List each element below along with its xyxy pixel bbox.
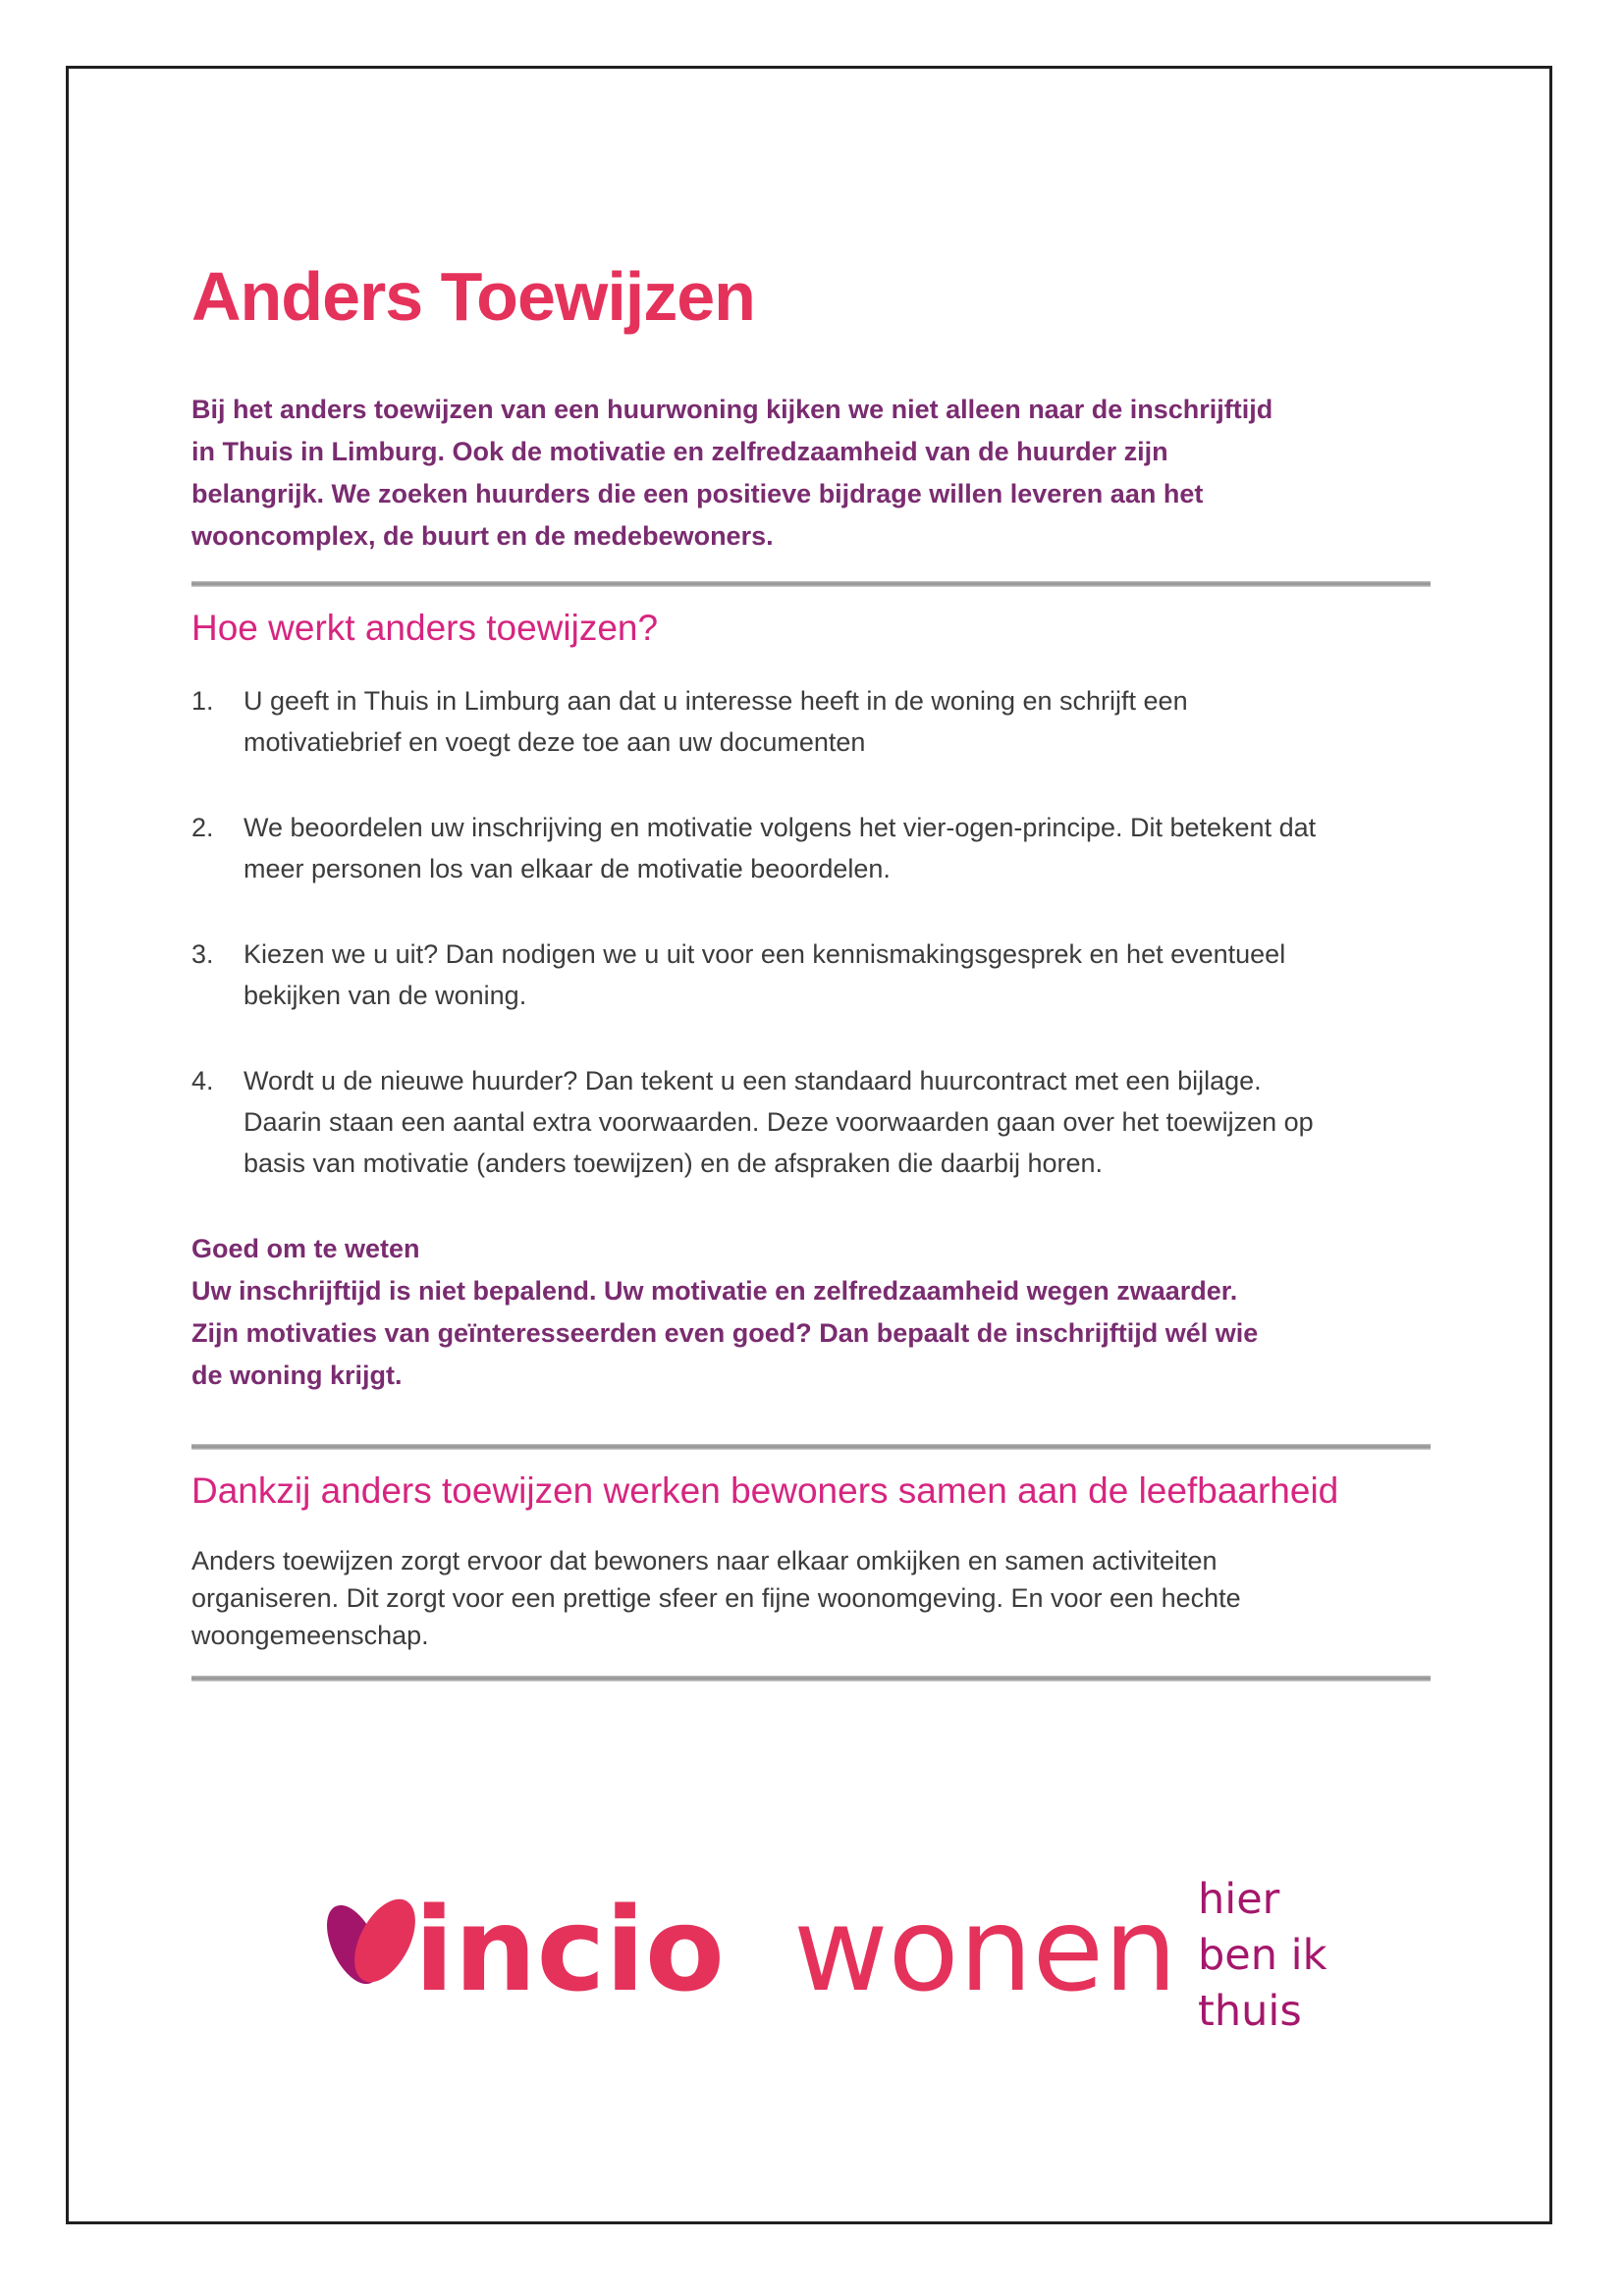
leefbaarheid-line: organiseren. Dit zorgt voor een prettige sfeer en fijne woonomgeving. En voor een hechte (191, 1583, 1241, 1614)
step-line: Daarin staan een aantal extra voorwaarden. Deze voorwaarden gaan over het toewijzen op (244, 1106, 1314, 1137)
section-divider (191, 1676, 1431, 1682)
step-item-1 (191, 680, 1431, 763)
step-number: 1. (191, 685, 214, 716)
step-number: 2. (191, 812, 214, 842)
footer-logo (191, 1870, 1431, 2040)
intro-line: wooncomplex, de buurt en de medebewoners. (191, 521, 774, 551)
leefbaarheid-paragraph (191, 1542, 1431, 1654)
intro-line: Bij het anders toewijzen van een huurwoning kijken we niet alleen naar de inschrijftijd (191, 395, 1273, 424)
steps-list (191, 680, 1431, 1184)
step-text (244, 807, 1431, 889)
step-line: bekijken van de woning. (244, 980, 527, 1010)
step-item-3 (191, 934, 1431, 1016)
step-text (244, 1060, 1431, 1184)
step-line: basis van motivatie (anders toewijzen) en de afspraken die daarbij horen. (244, 1148, 1103, 1178)
intro-line: in Thuis in Limburg. Ook de motivatie en zelfredzaamheid van de huurder zijn (191, 437, 1168, 466)
brand-text-wonen: wonen (793, 1882, 1177, 2018)
step-number: 4. (191, 1065, 214, 1095)
good-to-know-block (191, 1228, 1431, 1397)
step-number: 3. (191, 938, 214, 969)
vincio-heart-logo-mark (324, 1890, 428, 1993)
tagline-line: ben ik (1198, 1931, 1327, 1981)
section-divider (191, 1444, 1431, 1450)
brand-text-incio: incio (414, 1882, 725, 2018)
section-heading-how: Hoe werkt anders toewijzen? (191, 608, 659, 648)
step-line: Wordt u de nieuwe huurder? Dan tekent u een standaard huurcontract met een bijlage. (244, 1065, 1262, 1095)
leefbaarheid-line: Anders toewijzen zorgt ervoor dat bewoners naar elkaar omkijken en samen activiteiten (191, 1546, 1218, 1576)
step-text (244, 680, 1431, 763)
step-text (244, 934, 1431, 1016)
tagline-line: hier (1198, 1875, 1280, 1925)
good-to-know-heading: Goed om te weten (191, 1233, 420, 1263)
good-to-know-line: Uw inschrijftijd is niet bepalend. Uw motivatie en zelfredzaamheid wegen zwaarder. (191, 1275, 1238, 1306)
good-to-know-line: Zijn motivaties van geïnteresseerden even goed? Dan bepaalt de inschrijftijd wél wie (191, 1317, 1259, 1348)
section-heading-leefbaarheid: Dankzij anders toewijzen werken bewoners samen aan de leefbaarheid (191, 1469, 1339, 1511)
good-to-know-line: de woning krijgt. (191, 1360, 403, 1390)
step-line: U geeft in Thuis in Limburg aan dat u interesse heeft in de woning en schrijft een (244, 685, 1188, 716)
tagline-line: thuis (1198, 1987, 1302, 2037)
document-content (191, 0, 1431, 2040)
step-line: Kiezen we u uit? Dan nodigen we u uit voor een kennismakingsgesprek en het eventueel (244, 938, 1286, 969)
tagline (1198, 1872, 1327, 2040)
step-line: We beoordelen uw inschrijving en motivatie volgens het vier-ogen-principe. Dit betekent dat (244, 812, 1317, 842)
step-line: meer personen los van elkaar de motivatie beoordelen. (244, 853, 891, 883)
section-divider (191, 581, 1431, 587)
intro-line: belangrijk. We zoeken huurders die een positieve bijdrage willen leveren aan het (191, 479, 1204, 508)
step-item-2 (191, 807, 1431, 889)
vincio-wonen-logo (324, 1870, 1188, 2032)
step-item-4 (191, 1060, 1431, 1184)
leefbaarheid-line: woongemeenschap. (191, 1621, 429, 1651)
intro-paragraph (191, 389, 1431, 558)
document-title: Anders Toewijzen (191, 258, 755, 335)
step-line: motivatiebrief en voegt deze toe aan uw documenten (244, 726, 866, 757)
